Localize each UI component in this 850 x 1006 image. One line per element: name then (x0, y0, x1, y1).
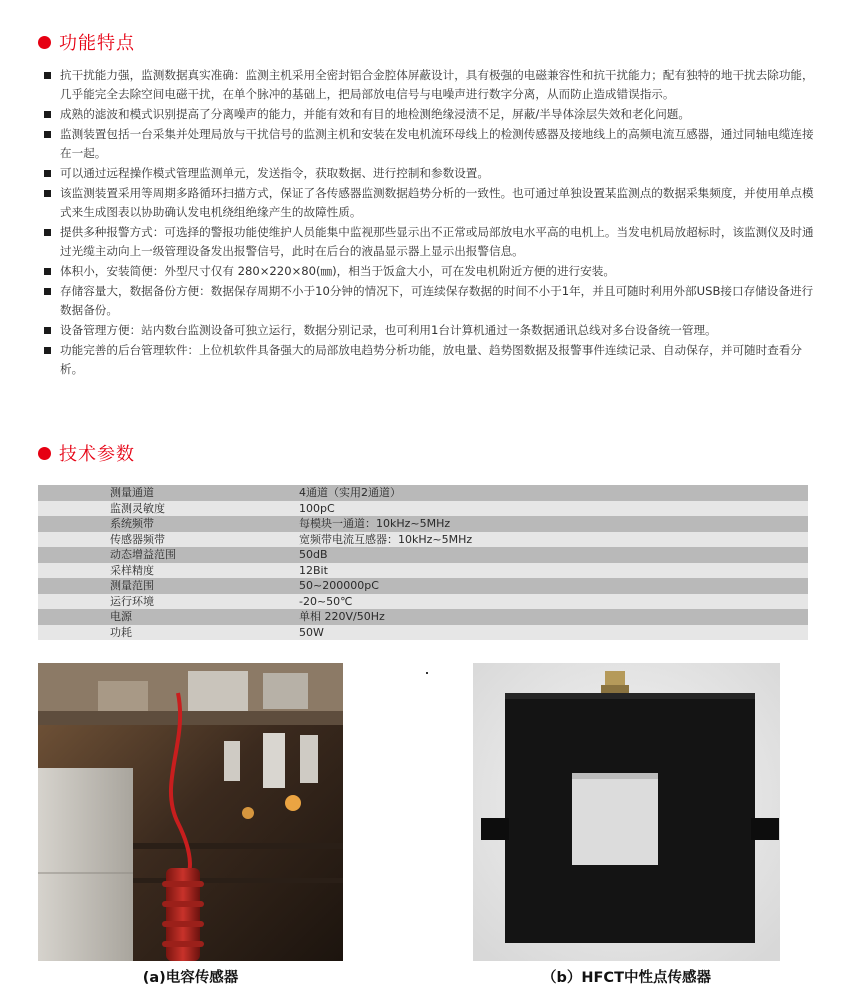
features-heading (38, 27, 135, 57)
spec-name: 测量通道 (38, 485, 253, 501)
table-row (38, 547, 808, 563)
feature-text: 提供多种报警方式：可选择的警报功能使维护人员能集中监视那些显示出不正常或局部放电水平高的电机上。当发电机局放超标时，该监测仪及时通过光缆主动向上一级管理设备发出报警信号，此时在后台的液晶显示器上显示出报警信息。 (60, 225, 814, 258)
square-bullet-icon (44, 327, 51, 334)
spec-value: -20~50℃ (253, 594, 808, 610)
square-bullet-icon (44, 347, 51, 354)
spec-value: 12Bit (253, 563, 808, 579)
table-row (38, 501, 808, 517)
feature-text: 可以通过远程操作模式管理监测单元，发送指令，获取数据、进行控制和参数设置。 (60, 166, 489, 180)
table-row (38, 485, 808, 501)
feature-item (42, 341, 822, 379)
red-dot-icon (38, 36, 51, 49)
specs-title: 技术参数 (59, 444, 135, 465)
table-row (38, 563, 808, 579)
feature-item (42, 66, 822, 104)
spec-value: 100pC (253, 501, 808, 517)
square-bullet-icon (44, 111, 51, 118)
table-row (38, 578, 808, 594)
feature-item (42, 223, 822, 261)
spec-name: 监测灵敏度 (38, 501, 253, 517)
specs-table (38, 485, 808, 640)
right-figure-caption: （b）HFCT中性点传感器 (542, 970, 711, 986)
square-bullet-icon (44, 131, 51, 138)
spec-name: 运行环境 (38, 594, 253, 610)
feature-item (42, 125, 822, 163)
square-bullet-icon (44, 72, 51, 79)
feature-item (42, 105, 822, 124)
features-title: 功能特点 (59, 33, 135, 54)
table-row (38, 625, 808, 641)
table-row (38, 594, 808, 610)
spec-value: 50~200000pC (253, 578, 808, 594)
spec-value: 4通道（实用2通道） (253, 485, 808, 501)
square-bullet-icon (44, 229, 51, 236)
features-list (42, 66, 822, 379)
hfct-sensor-photo (473, 663, 780, 961)
square-bullet-icon (44, 170, 51, 177)
feature-item (42, 321, 822, 340)
square-bullet-icon (44, 268, 51, 275)
feature-text: 体积小，安装简便：外型尺寸仅有 280×220×80(㎜)，相当于饭盒大小，可在发电机附近方便的进行安装。 (60, 264, 615, 278)
feature-text: 该监测装置采用等周期多路循环扫描方式，保证了各传感器监测数据趋势分析的一致性。也可通过单独设置某监测点的数据采集频度，并使用单点模式来生成图表以协助确认发电机绕组绝缘产生的故障性质。 (60, 186, 814, 219)
spec-name: 传感器频带 (38, 532, 253, 548)
feature-text: 功能完善的后台管理软件：上位机软件具备强大的局部放电趋势分析功能，放电量、趋势图数据及报警事件连续记录、自动保存，并可随时查看分析。 (60, 343, 803, 376)
spec-value: 每模块一通道：10kHz~5MHz (253, 516, 808, 532)
spec-value: 50W (253, 625, 808, 641)
capacitive-sensor-photo (38, 663, 343, 961)
spec-name: 功耗 (38, 625, 253, 641)
square-bullet-icon (44, 190, 51, 197)
table-row (38, 609, 808, 625)
feature-item (42, 262, 822, 281)
spec-name: 测量范围 (38, 578, 253, 594)
feature-text: 成熟的滤波和模式识别提高了分离噪声的能力，并能有效和有目的地检测绝缘浸渍不足，屏蔽/半导体涂层失效和老化问题。 (60, 107, 690, 121)
spec-name: 动态增益范围 (38, 547, 253, 563)
spec-value: 宽频带电流互感器：10kHz~5MHz (253, 532, 808, 548)
table-row (38, 532, 808, 548)
feature-text: 存储容量大，数据备份方便：数据保存周期不小于10分钟的情况下，可连续保存数据的时间不小于1年，并且可随时利用外部USB接口存储设备进行数据备份。 (60, 284, 814, 317)
spec-name: 系统频带 (38, 516, 253, 532)
feature-text: 抗干扰能力强，监测数据真实准确：监测主机采用全密封铝合金腔体屏蔽设计，具有极强的电磁兼容性和抗干扰能力；配有独特的地干扰去除功能，几乎能完全去除空间电磁干扰，在单个脉冲的基础上，把局部放电信号与电噪声进行数字分离，从而防止造成错误指示。 (60, 68, 814, 101)
spec-name: 采样精度 (38, 563, 253, 579)
table-row (38, 516, 808, 532)
feature-item (42, 164, 822, 183)
spec-value: 单相 220V/50Hz (253, 609, 808, 625)
square-bullet-icon (44, 288, 51, 295)
feature-item (42, 282, 822, 320)
feature-text: 监测装置包括一台采集并处理局放与干扰信号的监测主机和安装在发电机流环母线上的检测传感器及接地线上的高频电流互感器，通过同轴电缆连接在一起。 (60, 127, 814, 160)
specs-heading (38, 438, 135, 468)
red-dot-icon (38, 447, 51, 460)
stray-dot (426, 672, 428, 674)
left-figure-caption: (a)电容传感器 (142, 970, 239, 986)
spec-name: 电源 (38, 609, 253, 625)
feature-item (42, 184, 822, 222)
spec-value: 50dB (253, 547, 808, 563)
feature-text: 设备管理方便：站内数台监测设备可独立运行，数据分别记录，也可利用1台计算机通过一条数据通讯总线对多台设备统一管理。 (60, 323, 717, 337)
